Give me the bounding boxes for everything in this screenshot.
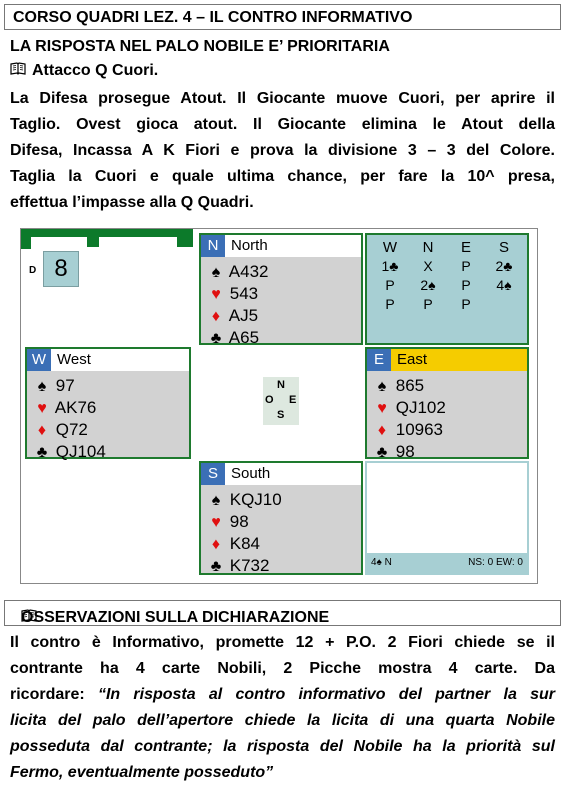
heart-icon: ♥ (211, 286, 221, 303)
hearts-cards: AK76 (54, 398, 97, 417)
hand-west (25, 347, 191, 459)
section-header (4, 600, 561, 626)
diamonds-cards: AJ5 (228, 306, 259, 325)
suit-row-hearts (207, 283, 269, 305)
contract-status-box (365, 461, 529, 575)
heart-icon: ♥ (37, 400, 47, 417)
lead-line (10, 62, 158, 80)
spades-cards: KQJ10 (229, 490, 282, 509)
paragraph-line: Difesa, Incassa A K Fiori e prova la divisione 3 – 3 del Colore. (10, 142, 555, 159)
spade-icon: ♠ (211, 264, 221, 281)
suit-row-diamonds (33, 419, 106, 441)
auction-bid: 2♣ (495, 258, 513, 274)
bridge-diagram (20, 228, 538, 584)
observation-line (10, 682, 555, 708)
diamond-icon: ♦ (211, 308, 221, 325)
club-icon: ♣ (210, 558, 222, 575)
contract-label: 4♠ N (371, 557, 392, 568)
paragraph-line: Taglio. Ovest gioca atout. Il Giocante elimina le Atout della (10, 116, 555, 133)
observation-line: licita del palo dell’apertore chiede la licita di una quarta Nobile (10, 712, 555, 729)
narrative-paragraph (10, 86, 555, 216)
auction-bid: P (461, 296, 471, 312)
club-icon: ♣ (36, 444, 48, 461)
diamond-icon: ♦ (377, 422, 387, 439)
paragraph-line: La Difesa prosegue Atout. Il Giocante muove Cuori, per aprire il (10, 90, 555, 107)
deal-box (21, 229, 193, 345)
hand-header (201, 463, 361, 485)
seat-name: South (231, 465, 271, 482)
suit-row-hearts (207, 511, 282, 533)
hearts-cards: 543 (229, 284, 259, 303)
suit-row-hearts (373, 397, 446, 419)
paragraph-line: effettua l’impasse alla Q Quadri. (10, 194, 254, 211)
suit-row-spades (373, 375, 446, 397)
observation-line: contrante ha 4 carte Nobili, 2 Picche mostra 4 carte. Da (10, 660, 555, 677)
observation-line: Il contro è Informativo, promette 12 + P.O. 2 Fiori chiede se il (10, 634, 555, 651)
suit-row-spades (207, 261, 269, 283)
paragraph-line: Taglia la Cuori e quale ultima chance, per fare la 10^ presa, (10, 168, 555, 185)
compass-east: E (289, 394, 297, 406)
spade-icon: ♠ (377, 378, 387, 395)
auction-row (371, 296, 525, 315)
deal-tab (21, 229, 31, 249)
auction-col-s: S (498, 239, 509, 256)
title-box (4, 4, 561, 30)
diamonds-cards: 10963 (395, 420, 444, 439)
seat-tag: W (27, 349, 51, 371)
compass-west: O (265, 394, 274, 406)
spade-icon: ♠ (211, 492, 221, 509)
auction-bid: P (423, 296, 433, 312)
seat-tag: E (367, 349, 391, 371)
book-icon (10, 62, 26, 80)
hand-south (199, 461, 363, 575)
diamond-icon: ♦ (211, 536, 221, 553)
heart-icon: ♥ (211, 514, 221, 531)
observation-line: Fermo, eventualmente posseduto” (10, 764, 274, 781)
diamonds-cards: Q72 (55, 420, 88, 439)
seat-name: East (397, 351, 428, 368)
auction-bid: X (423, 258, 433, 274)
deal-tab (177, 229, 193, 247)
auction-col-e: E (460, 239, 471, 256)
subtitle: LA RISPOSTA NEL PALO NOBILE E’ PRIORITARIA (10, 38, 390, 55)
score-label: NS: 0 EW: 0 (468, 557, 523, 568)
suit-row-spades (33, 375, 106, 397)
observation-quote: “In risposta al contro informativo del partner la sur (97, 686, 555, 703)
suit-row-clubs (373, 441, 446, 463)
page-title: CORSO QUADRI LEZ. 4 – IL CONTRO INFORMATIVO (13, 9, 413, 26)
hearts-cards: 98 (229, 512, 249, 531)
auction-bid: 4♠ (496, 277, 512, 293)
suit-row-clubs (207, 327, 269, 349)
clubs-cards: K732 (229, 556, 270, 575)
hand-suits (207, 489, 282, 577)
seat-tag: S (201, 463, 225, 485)
seat-name: West (57, 351, 91, 368)
club-icon: ♣ (376, 444, 388, 461)
diamond-icon: ♦ (37, 422, 47, 439)
auction-box (365, 233, 529, 345)
status-bar (367, 553, 527, 573)
spade-icon: ♠ (37, 378, 47, 395)
seat-name: North (231, 237, 268, 254)
suit-row-diamonds (373, 419, 446, 441)
auction-bid: P (461, 258, 471, 274)
deal-number: 8 (43, 251, 79, 287)
heart-icon: ♥ (377, 400, 387, 417)
auction-col-w: W (382, 239, 398, 256)
suit-row-clubs (207, 555, 282, 577)
hand-header (367, 349, 527, 371)
spades-cards: 865 (395, 376, 425, 395)
seat-tag: N (201, 235, 225, 257)
auction-bid: P (461, 277, 471, 293)
clubs-cards: QJ104 (55, 442, 106, 461)
section-title-line (13, 605, 330, 626)
auction-header (371, 239, 525, 258)
clubs-cards: 98 (395, 442, 415, 461)
deal-tab (87, 229, 99, 247)
auction-bid: P (385, 296, 395, 312)
suit-row-hearts (33, 397, 106, 419)
club-icon: ♣ (210, 330, 222, 347)
hand-suits (33, 375, 106, 463)
auction-bid (485, 296, 523, 315)
suit-row-diamonds (207, 305, 269, 327)
auction-row (371, 277, 525, 296)
observations-paragraph (10, 630, 555, 786)
suit-row-clubs (33, 441, 106, 463)
clubs-cards: A65 (228, 328, 260, 347)
suit-row-diamonds (207, 533, 282, 555)
auction-table (371, 239, 525, 315)
compass-south: S (277, 409, 285, 421)
hand-header (201, 235, 361, 257)
compass-north: N (277, 379, 285, 391)
lead-text: Attacco Q Cuori. (32, 62, 159, 79)
spades-cards: A432 (228, 262, 269, 281)
hand-east (365, 347, 529, 459)
suit-row-spades (207, 489, 282, 511)
hearts-cards: QJ102 (395, 398, 446, 417)
observation-plain: ricordare: (10, 686, 98, 703)
hand-north (199, 233, 363, 345)
diamonds-cards: K84 (229, 534, 260, 553)
auction-bid: 1♣ (381, 258, 399, 274)
dealer-label: D (29, 265, 37, 276)
hand-suits (373, 375, 446, 463)
auction-row (371, 258, 525, 277)
section-title: OSSERVAZIONI SULLA DICHIARAZIONE (21, 609, 330, 626)
hand-suits (207, 261, 269, 349)
auction-bid: 2♠ (420, 277, 436, 293)
observation-line: posseduta dal contrante; la risposta del Nobile ha la priorità sul (10, 738, 555, 755)
auction-bid: P (385, 277, 395, 293)
compass-rose (263, 377, 299, 425)
spades-cards: 97 (55, 376, 75, 395)
hand-header (27, 349, 189, 371)
auction-col-n: N (422, 239, 434, 256)
